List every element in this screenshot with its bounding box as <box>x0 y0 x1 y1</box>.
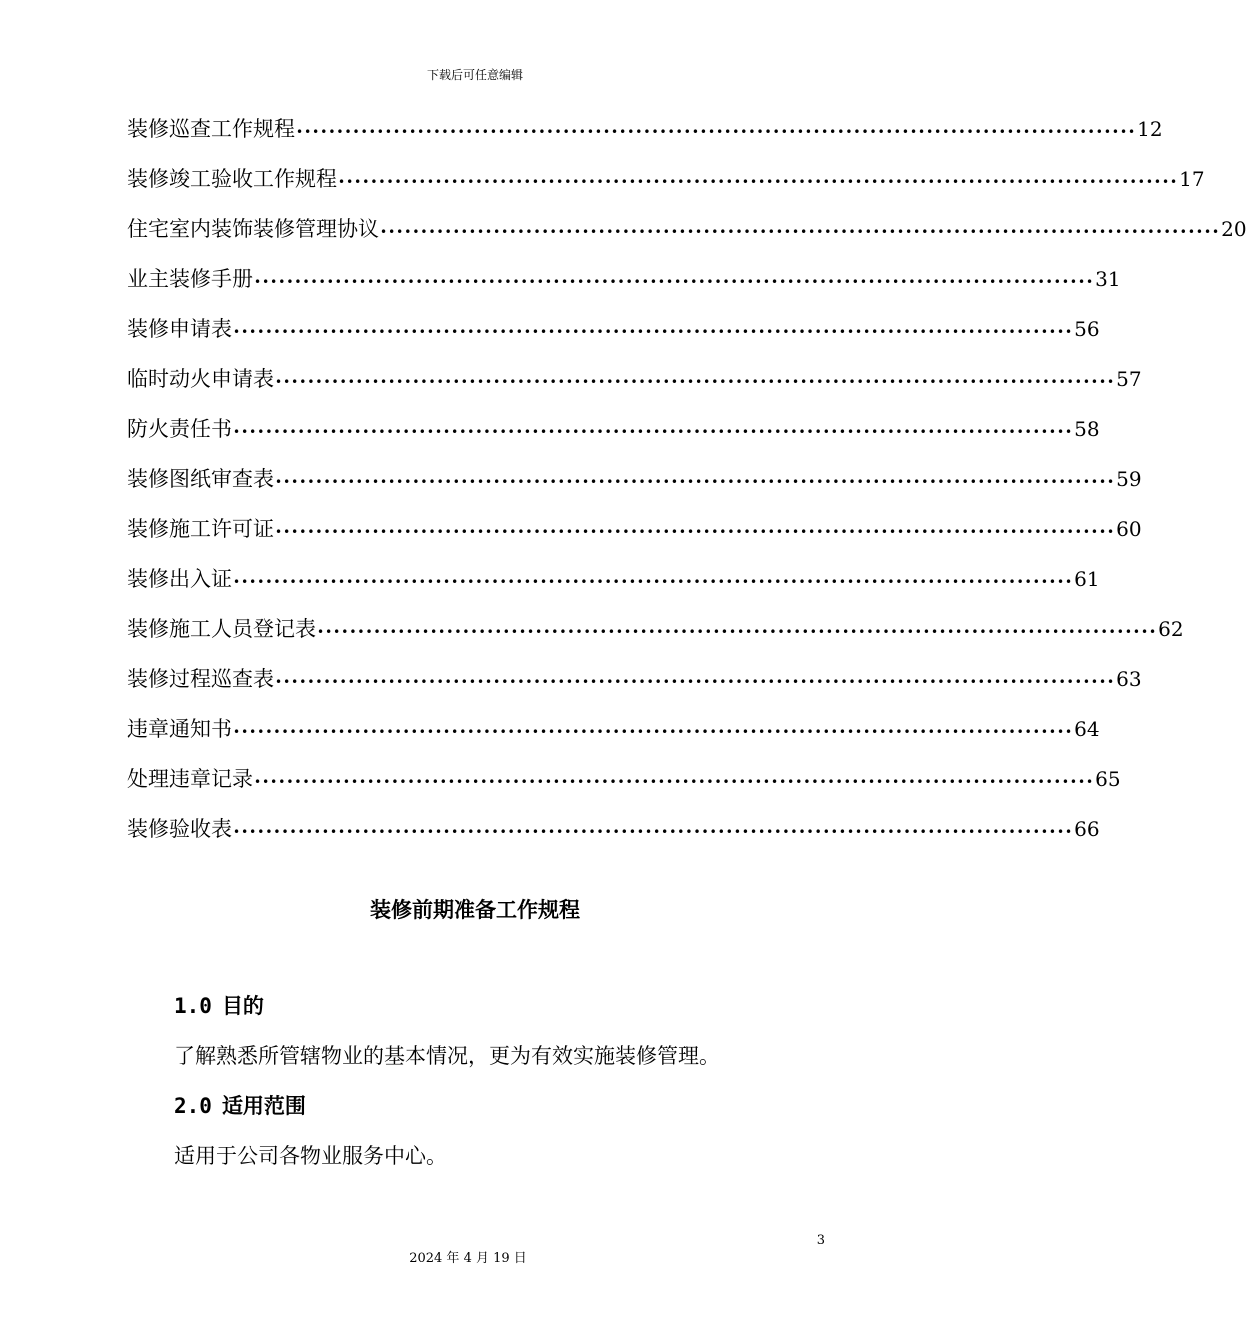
toc-entry-page: 58 <box>1074 417 1100 441</box>
toc-leader-dots: •••••••••••••••••••••••••••••••••••••••••••••••••••••••••••••••••••••••••••••••••••••••••••••••••••••••• <box>275 675 1116 689</box>
toc-entry-title: 装修巡查工作规程 <box>127 117 295 141</box>
toc-entry-title: 装修施工人员登记表 <box>127 617 316 641</box>
toc-entry-title: 业主装修手册 <box>127 267 253 291</box>
toc-entry[interactable] <box>127 512 1142 562</box>
toc-entry[interactable] <box>127 462 1142 512</box>
toc-entry-page: 57 <box>1116 367 1142 391</box>
toc-entry[interactable] <box>127 312 1100 362</box>
toc-entry[interactable] <box>127 212 1247 262</box>
toc-entry[interactable] <box>127 412 1100 462</box>
heading-text: 目的 <box>221 994 264 1018</box>
toc-entry[interactable] <box>127 612 1184 662</box>
toc-leader-dots: •••••••••••••••••••••••••••••••••••••••••••••••••••••••••••••••••••••••••••••••••••••••••••••••••••••••• <box>254 775 1095 789</box>
toc-leader-dots: •••••••••••••••••••••••••••••••••••••••••••••••••••••••••••••••••••••••••••••••••••••••••••••••••••••••• <box>380 225 1221 239</box>
toc-entry-title: 装修竣工验收工作规程 <box>127 167 337 191</box>
heading-number: 1.0 <box>174 994 212 1018</box>
toc-entry-page: 59 <box>1116 467 1142 491</box>
toc-entry-title: 装修申请表 <box>127 317 232 341</box>
toc-entry-page: 65 <box>1095 767 1121 791</box>
page-number: 3 <box>816 1233 825 1248</box>
toc-leader-dots: •••••••••••••••••••••••••••••••••••••••••••••••••••••••••••••••••••••••••••••••••••••••••••••••••••••••• <box>317 625 1158 639</box>
toc-leader-dots: •••••••••••••••••••••••••••••••••••••••••••••••••••••••••••••••••••••••••••••••••••••••••••••••••••••••• <box>275 525 1116 539</box>
toc-leader-dots: •••••••••••••••••••••••••••••••••••••••••••••••••••••••••••••••••••••••••••••••••••••••••••••••••••••••• <box>233 425 1074 439</box>
toc-entry-title: 临时动火申请表 <box>127 367 274 391</box>
toc-entry-title: 装修验收表 <box>127 817 232 841</box>
toc-entry-page: 12 <box>1137 117 1163 141</box>
toc-entry-title: 装修过程巡查表 <box>127 667 274 691</box>
toc-entry-page: 20 <box>1221 217 1247 241</box>
table-of-contents <box>127 112 1247 862</box>
toc-leader-dots: •••••••••••••••••••••••••••••••••••••••••••••••••••••••••••••••••••••••••••••••••••••••••••••••••••••••• <box>275 375 1116 389</box>
heading-text: 适用范围 <box>221 1094 306 1118</box>
toc-leader-dots: •••••••••••••••••••••••••••••••••••••••••••••••••••••••••••••••••••••••••••••••••••••••••••••••••••••••• <box>233 325 1074 339</box>
section-title: 装修前期准备工作规程 <box>370 898 580 922</box>
toc-entry-title: 装修施工许可证 <box>127 517 274 541</box>
toc-leader-dots: •••••••••••••••••••••••••••••••••••••••••••••••••••••••••••••••••••••••••••••••••••••••••••••••••••••••• <box>296 125 1137 139</box>
section-heading-scope <box>174 1090 306 1120</box>
toc-entry-title: 防火责任书 <box>127 417 232 441</box>
toc-leader-dots: •••••••••••••••••••••••••••••••••••••••••••••••••••••••••••••••••••••••••••••••••••••••••••••••••••••••• <box>338 175 1179 189</box>
toc-entry[interactable] <box>127 712 1100 762</box>
footer-date: 2024 年 4 月 19 日 <box>409 1251 527 1266</box>
section-body-scope: 适用于公司各物业服务中心。 <box>174 1144 447 1168</box>
toc-entry-page: 31 <box>1095 267 1121 291</box>
toc-entry-page: 63 <box>1116 667 1142 691</box>
toc-leader-dots: •••••••••••••••••••••••••••••••••••••••••••••••••••••••••••••••••••••••••••••••••••••••••••••••••••••••• <box>233 825 1074 839</box>
toc-entry-page: 56 <box>1074 317 1100 341</box>
toc-entry[interactable] <box>127 362 1142 412</box>
toc-leader-dots: •••••••••••••••••••••••••••••••••••••••••••••••••••••••••••••••••••••••••••••••••••••••••••••••••••••••• <box>275 475 1116 489</box>
heading-number: 2.0 <box>174 1094 212 1118</box>
toc-entry[interactable] <box>127 812 1100 862</box>
toc-entry-title: 住宅室内装饰装修管理协议 <box>127 217 379 241</box>
toc-entry-page: 17 <box>1179 167 1205 191</box>
toc-entry-title: 处理违章记录 <box>127 767 253 791</box>
toc-leader-dots: •••••••••••••••••••••••••••••••••••••••••••••••••••••••••••••••••••••••••••••••••••••••••••••••••••••••• <box>254 275 1095 289</box>
toc-entry-page: 62 <box>1158 617 1184 641</box>
section-body-purpose: 了解熟悉所管辖物业的基本情况，更为有效实施装修管理。 <box>174 1044 720 1068</box>
toc-leader-dots: •••••••••••••••••••••••••••••••••••••••••••••••••••••••••••••••••••••••••••••••••••••••••••••••••••••••• <box>233 575 1074 589</box>
toc-entry-page: 64 <box>1074 717 1100 741</box>
page-header-note: 下载后可任意编辑 <box>426 68 523 82</box>
section-heading-purpose <box>174 990 264 1020</box>
toc-leader-dots: •••••••••••••••••••••••••••••••••••••••••••••••••••••••••••••••••••••••••••••••••••••••••••••••••••••••• <box>233 725 1074 739</box>
toc-entry-page: 61 <box>1074 567 1100 591</box>
toc-entry[interactable] <box>127 112 1163 162</box>
toc-entry-page: 60 <box>1116 517 1142 541</box>
toc-entry[interactable] <box>127 162 1205 212</box>
toc-entry[interactable] <box>127 262 1121 312</box>
toc-entry[interactable] <box>127 562 1100 612</box>
toc-entry[interactable] <box>127 762 1121 812</box>
toc-entry-page: 66 <box>1074 817 1100 841</box>
toc-entry[interactable] <box>127 662 1142 712</box>
toc-entry-title: 违章通知书 <box>127 717 232 741</box>
toc-entry-title: 装修图纸审查表 <box>127 467 274 491</box>
toc-entry-title: 装修出入证 <box>127 567 232 591</box>
